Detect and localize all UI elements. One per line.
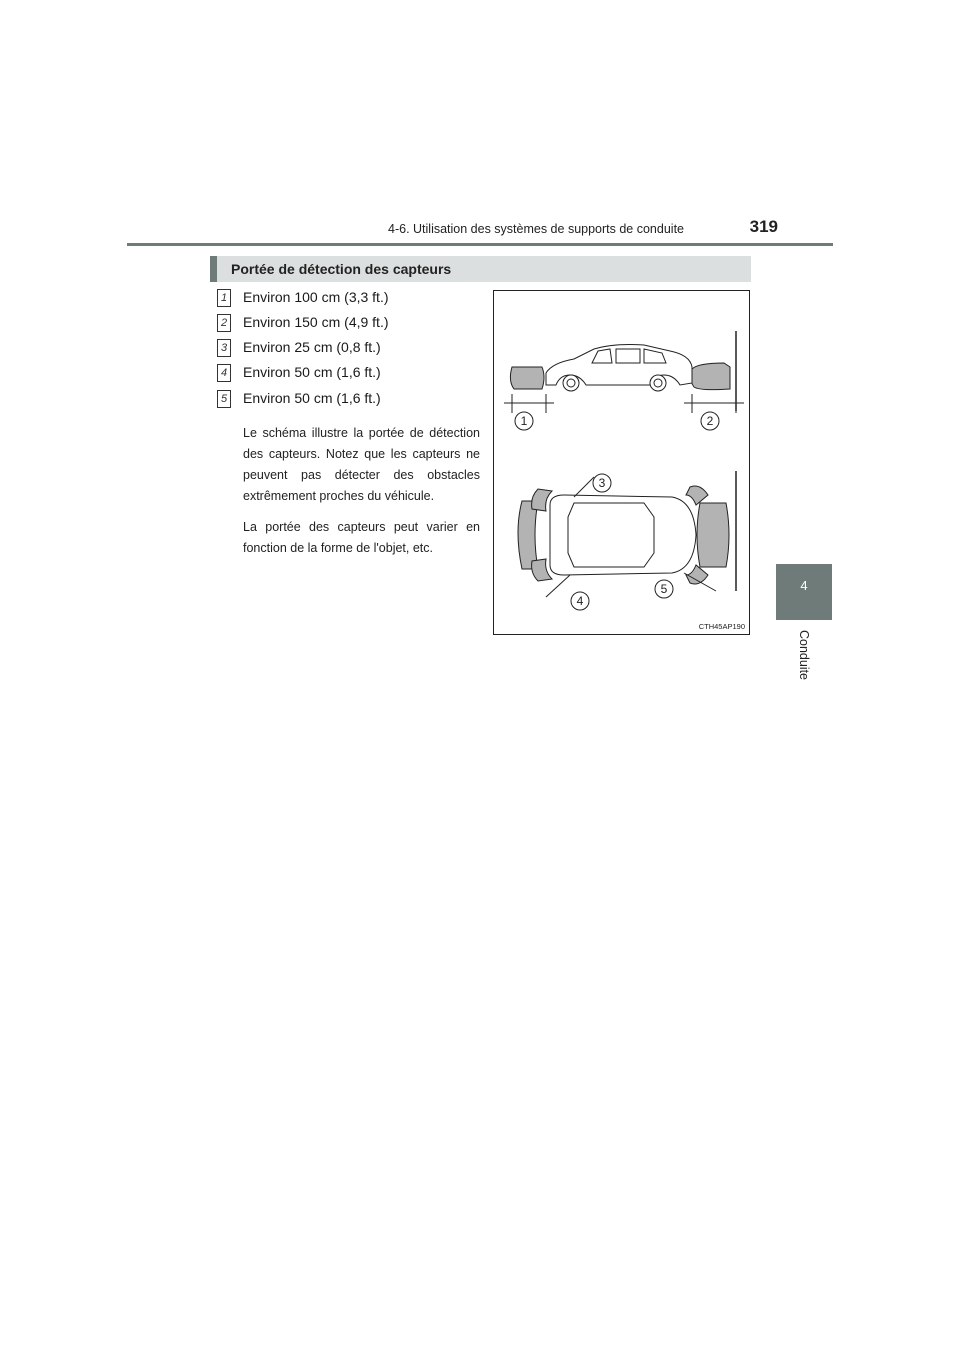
- sensor-range-diagram: [493, 290, 750, 635]
- item-text: Environ 25 cm (0,8 ft.): [243, 339, 381, 355]
- item-text: Environ 100 cm (3,3 ft.): [243, 289, 389, 305]
- rear-center-zone: [518, 501, 538, 569]
- item-number: 2: [217, 314, 231, 332]
- figure-code: CTH45AP190: [698, 622, 745, 631]
- rear-right-corner-zone: [532, 559, 552, 581]
- chapter-tab-number: 4: [800, 578, 808, 593]
- rear-detection-zone: [510, 367, 544, 389]
- front-detection-zone: [690, 363, 730, 390]
- item-number: 3: [217, 339, 231, 357]
- item-number: 4: [217, 364, 231, 382]
- item-text: Environ 50 cm (1,6 ft.): [243, 390, 381, 406]
- callout-2: 2: [706, 414, 714, 428]
- diagram-illustration: [494, 291, 751, 636]
- item-number: 1: [217, 289, 231, 307]
- callout-1: 1: [520, 414, 528, 428]
- rear-left-corner-zone: [532, 489, 552, 511]
- front-wheel: [650, 375, 666, 391]
- side-view: [504, 331, 744, 413]
- chapter-title: 4-6. Utilisation des systèmes de supports de conduite: [388, 222, 684, 236]
- rear-wheel: [563, 375, 579, 391]
- callout-4: 4: [576, 594, 584, 608]
- front-right-corner-zone: [686, 565, 708, 584]
- section-header: [210, 256, 751, 282]
- note-paragraph: La portée des capteurs peut varier en fonction de la forme de l'objet, etc.: [243, 520, 480, 555]
- page-number: 319: [749, 217, 778, 236]
- callout-3: 3: [598, 476, 606, 490]
- front-left-corner-zone: [686, 486, 708, 505]
- header-rule: [127, 243, 833, 246]
- item-text: Environ 150 cm (4,9 ft.): [243, 314, 389, 330]
- range-line-3: [574, 477, 594, 497]
- description-paragraph: Le schéma illustre la portée de détection des capteurs. Notez que les capteurs ne peuvent pas détecter des obstacles extrêmement proches du véhicule.: [243, 426, 480, 503]
- callout-5: 5: [660, 582, 668, 596]
- chapter-tab: [776, 564, 832, 620]
- front-center-zone: [697, 503, 729, 567]
- chapter-tab-label: Conduite: [797, 629, 811, 681]
- item-number: 5: [217, 390, 231, 408]
- section-title: Portée de détection des capteurs: [231, 261, 452, 277]
- item-text: Environ 50 cm (1,6 ft.): [243, 364, 381, 380]
- top-view: [518, 471, 736, 597]
